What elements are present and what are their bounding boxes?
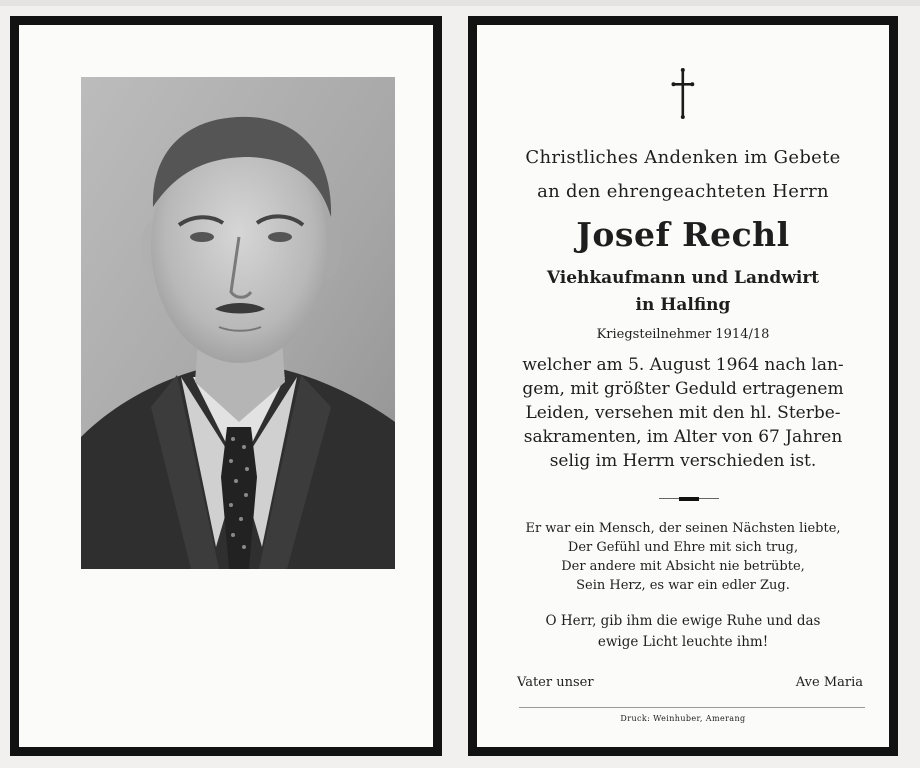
body-line-4: sakramenten, im Alter von 67 Jahren	[523, 427, 843, 447]
body-line-1: welcher am 5. August 1964 nach lan-	[522, 355, 844, 375]
prayer-vater-unser: Vater unser	[517, 675, 594, 690]
poem-line-1: Er war ein Mensch, der seinen Nächsten liebte,	[525, 521, 841, 536]
occupation-line-2: in Halfing	[635, 295, 731, 315]
poem-line-2: Der Gefühl und Ehre mit sich trug,	[567, 540, 799, 555]
heading-line-2: an den ehrengeachteten Herrn	[537, 181, 829, 202]
memorial-text-card	[468, 16, 898, 756]
occupation-line-1: Viehkaufmann und Landwirt	[546, 268, 820, 288]
footer-rule	[519, 707, 865, 708]
body-line-2: gem, mit größter Geduld ertragenem	[522, 379, 844, 399]
prayer-line-2: ewige Licht leuchte ihm!	[597, 634, 769, 650]
poem-line-3: Der andere mit Absicht nie betrübte,	[561, 559, 805, 574]
divider	[659, 497, 719, 501]
body-line-3: Leiden, versehen mit den hl. Sterbe-	[525, 403, 841, 423]
poem-line-4: Sein Herz, es war ein edler Zug.	[576, 578, 790, 593]
photo-card	[10, 16, 442, 756]
prayer-ave-maria: Ave Maria	[795, 675, 863, 690]
body-line-5: selig im Herrn verschieden ist.	[549, 451, 817, 471]
cross-symbol	[477, 67, 889, 121]
portrait-photo	[81, 77, 395, 569]
scan-edge	[0, 0, 920, 6]
heading-line-1: Christliches Andenken im Gebete	[525, 147, 841, 168]
printer-credit: Druck: Weinhuber, Amerang	[620, 714, 746, 723]
cross-icon	[671, 67, 695, 121]
veteran-note: Kriegsteilnehmer 1914/18	[596, 327, 770, 342]
prayer-line-1: O Herr, gib ihm die ewige Ruhe und das	[545, 613, 821, 629]
deceased-name: Josef Rechl	[576, 215, 790, 254]
portrait-icon	[81, 77, 395, 569]
